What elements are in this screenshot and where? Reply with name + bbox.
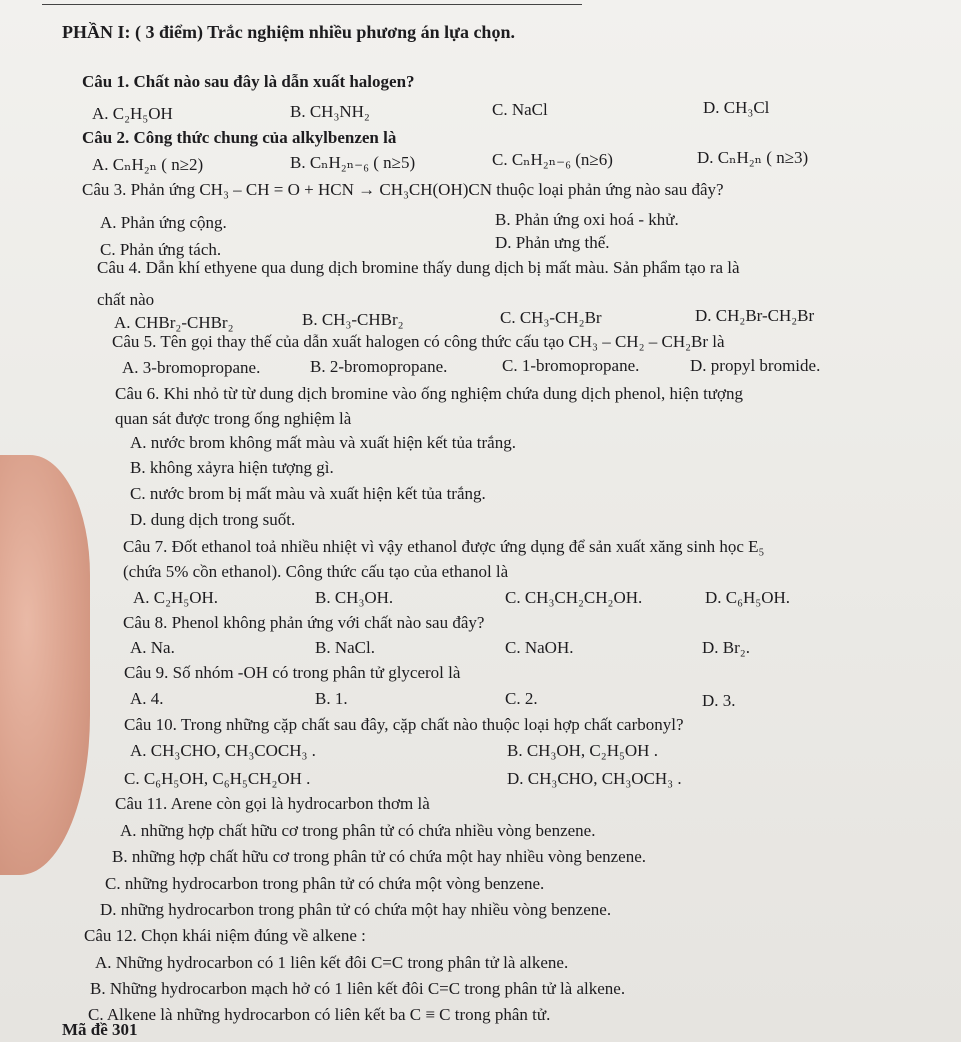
- top-rule: [42, 4, 582, 5]
- q7-option-c: C. CH₃CH₂CH₂OH.: [505, 588, 643, 607]
- q12-option-c: C. Alkene là những hydrocarbon có liên kết ba C ≡ C trong phân tử.: [88, 1005, 551, 1024]
- q4-option-a: A. CHBr₂-CHBr₂: [114, 313, 234, 332]
- q1-option-a: A. C₂H₅OH: [92, 104, 173, 123]
- q8-option-c: C. NaOH.: [505, 638, 574, 657]
- q7-option-a: A. C₂H₅OH.: [133, 588, 219, 607]
- q5-option-d: D. propyl bromide.: [690, 356, 821, 375]
- q6-option-b: B. không xảyra hiện tượng gì.: [130, 458, 334, 477]
- q9-stem: Câu 9. Số nhóm -OH có trong phân tử glycerol là: [124, 663, 461, 682]
- q4-stem-line2: chất nào: [97, 290, 155, 309]
- q4-option-c: C. CH₃-CH₂Br: [500, 308, 602, 327]
- q1-option-b: B. CH₃NH₂: [290, 102, 370, 121]
- q4-option-b: B. CH₃-CHBr₂: [302, 310, 404, 329]
- q5-option-b: B. 2-bromopropane.: [310, 357, 448, 376]
- q5-stem: Câu 5. Tên gọi thay thế của dẫn xuất halogen có công thức cấu tạo CH₃ – CH₂ – CH₂Br là: [112, 332, 725, 351]
- q11-option-b: B. những hợp chất hữu cơ trong phân tử có chứa một hay nhiều vòng benzene.: [112, 847, 647, 866]
- q10-stem: Câu 10. Trong những cặp chất sau đây, cặp chất nào thuộc loại hợp chất carbonyl?: [124, 715, 684, 734]
- q8-option-b: B. NaCl.: [315, 638, 375, 657]
- q7-stem-line1: Câu 7. Đốt ethanol toả nhiều nhiệt vì vậy ethanol được ứng dụng để sản xuất xăng sinh học E₅: [123, 537, 765, 556]
- q3-option-b: B. Phản ứng oxi hoá - khử.: [495, 210, 679, 229]
- q8-option-a: A. Na.: [130, 638, 175, 657]
- q1-stem: Câu 1. Chất nào sau đây là dẫn xuất halogen?: [82, 72, 415, 91]
- q9-option-a: A. 4.: [130, 689, 164, 708]
- q4-stem-line1: Câu 4. Dẫn khí ethyene qua dung dịch bromine thấy dung dịch bị mất màu. Sản phẩm tạo ra là: [97, 258, 740, 277]
- q10-option-b: B. CH₃OH, C₂H₅OH .: [507, 741, 658, 760]
- q1-option-d: D. CH₃Cl: [703, 98, 770, 117]
- q6-option-c: C. nước brom bị mất màu và xuất hiện kết tủa trắng.: [130, 484, 486, 503]
- q3-option-d: D. Phản ưng thế.: [495, 233, 610, 252]
- q11-option-d: D. những hydrocarbon trong phân tử có chứa một hay nhiều vòng benzene.: [100, 900, 612, 919]
- q6-stem-line1: Câu 6. Khi nhỏ từ từ dung dịch bromine vào ống nghiệm chứa dung dịch phenol, hiện tượng: [115, 384, 744, 403]
- q1-option-c: C. NaCl: [492, 100, 548, 119]
- q8-option-d: D. Br₂.: [702, 638, 750, 657]
- q7-option-d: D. C₆H₅OH.: [705, 588, 791, 607]
- q7-stem-line2: (chứa 5% cồn ethanol). Công thức cấu tạo của ethanol là: [123, 562, 509, 581]
- q3-option-c: C. Phản ứng tách.: [100, 240, 222, 259]
- q11-option-a: A. những hợp chất hữu cơ trong phân tử có chứa nhiều vòng benzene.: [120, 821, 596, 840]
- q7-option-b: B. CH₃OH.: [315, 588, 394, 607]
- q2-stem: Câu 2. Công thức chung của alkylbenzen là: [82, 128, 397, 147]
- q8-stem: Câu 8. Phenol không phản ứng với chất nào sau đây?: [123, 613, 485, 632]
- q12-option-b: B. Những hydrocarbon mạch hở có 1 liên kết đôi C=C trong phân tử là alkene.: [90, 979, 626, 998]
- q10-option-d: D. CH₃CHO, CH₃OCH₃ .: [507, 769, 682, 788]
- q5-option-c: C. 1-bromopropane.: [502, 356, 640, 375]
- q6-option-d: D. dung dịch trong suốt.: [130, 510, 296, 529]
- q2-option-b: B. CₙH₂ₙ₋₆ ( n≥5): [290, 153, 416, 172]
- q2-option-d: D. CₙH₂ₙ ( n≥3): [697, 148, 809, 167]
- q6-stem-line2: quan sát được trong ống nghiệm là: [115, 409, 352, 428]
- q10-option-a: A. CH₃CHO, CH₃COCH₃ .: [130, 741, 316, 760]
- q12-option-a: A. Những hydrocarbon có 1 liên kết đôi C=C trong phân tử là alkene.: [95, 953, 569, 972]
- q11-stem: Câu 11. Arene còn gọi là hydrocarbon thơm là: [115, 794, 430, 813]
- q9-option-d: D. 3.: [702, 691, 736, 710]
- q12-stem: Câu 12. Chọn khái niệm đúng về alkene :: [84, 926, 366, 945]
- q9-option-c: C. 2.: [505, 689, 538, 708]
- q3-option-a: A. Phản ứng cộng.: [100, 213, 227, 232]
- q5-option-a: A. 3-bromopropane.: [122, 358, 261, 377]
- q3-stem: Câu 3. Phản ứng CH₃ – CH = O + HCN → CH₃CH(OH)CN thuộc loại phản ứng nào sau đây?: [82, 180, 724, 199]
- q4-option-d: D. CH₂Br-CH₂Br: [695, 306, 815, 325]
- q2-option-a: A. CₙH₂ₙ ( n≥2): [92, 155, 204, 174]
- q2-option-c: C. CₙH₂ₙ₋₆ (n≥6): [492, 150, 613, 169]
- q11-option-c: C. những hydrocarbon trong phân tử có chứa một vòng benzene.: [105, 874, 545, 893]
- section-header: PHẦN I: ( 3 điểm) Trắc nghiệm nhiều phương án lựa chọn.: [62, 22, 515, 42]
- exam-code: Mã đề 301: [62, 1020, 138, 1039]
- q6-option-a: A. nước brom không mất màu và xuất hiện kết tủa trắng.: [130, 433, 516, 452]
- q9-option-b: B. 1.: [315, 689, 348, 708]
- q10-option-c: C. C₆H₅OH, C₆H₅CH₂OH .: [124, 769, 311, 788]
